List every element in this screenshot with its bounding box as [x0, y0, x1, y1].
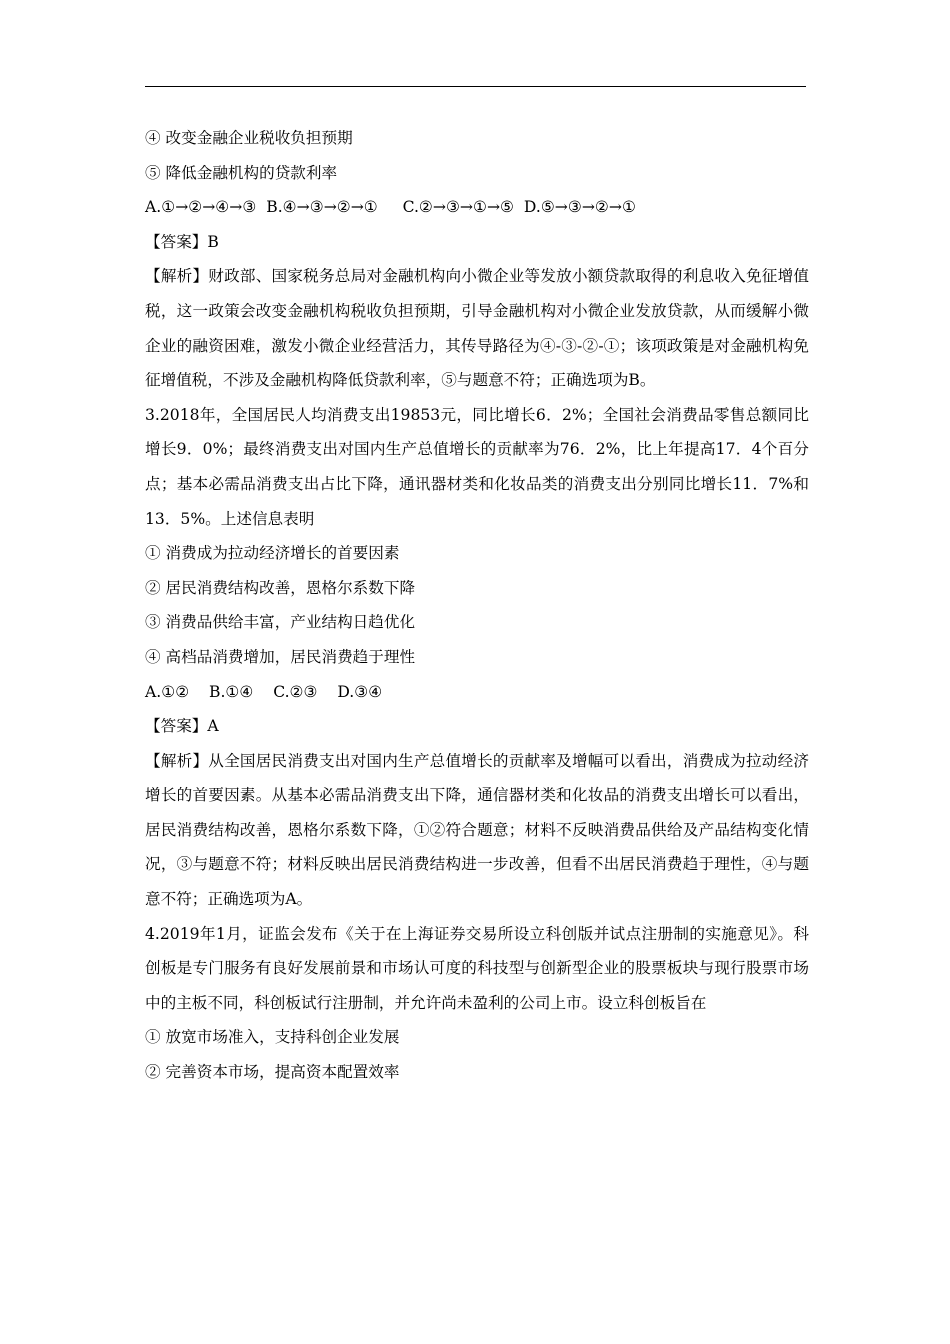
q2-analysis: 【解析】财政部、国家税务总局对金融机构向小微企业等发放小额贷款取得的利息收入免征增值税，这一政策会改变金融机构税收负担预期，引导金融机构对小微企业发放贷款，从而缓解小微企业的融资困难，激发小微企业经营活力，其传导路径为④-③-②-①；该项政策是对金融机构免征增值税，不涉及金融机构降低贷款利率，⑤与题意不符；正确选项为B。 — [145, 267, 809, 390]
q3-stem: 3.2018年，全国居民人均消费支出19853元，同比增长6．2%；全国社会消费品零售总额同比增长9．0%；最终消费支出对国内生产总值增长的贡献率为76．2%，比上年提高17．4个百分点；基本必需品消费支出占比下降，通讯器材类和化妆品类的消费支出分别同比增长11．7%和13．5%。上述信息表明 — [145, 405, 809, 528]
q2-answer: 【答案】B — [145, 232, 219, 251]
q3-option-4: ④ 高档品消费增加，居民消费趋于理性 — [145, 647, 416, 666]
q3-option-3: ③ 消费品供给丰富，产业结构日趋优化 — [145, 613, 416, 632]
q3-option-2: ② 居民消费结构改善，恩格尔系数下降 — [145, 578, 416, 597]
q2-choices: A.①→②→④→③ B.④→③→②→① C.②→③→①→⑤ D.⑤→③→②→① — [145, 198, 636, 217]
header-rule — [145, 86, 806, 87]
document-body — [145, 121, 809, 1090]
q3-answer: 【答案】A — [145, 717, 219, 736]
q3-option-1: ① 消费成为拉动经济增长的首要因素 — [145, 544, 400, 563]
q4-option-1: ① 放宽市场准入，支持科创企业发展 — [145, 1028, 400, 1047]
q2-option-5: ⑤ 降低金融机构的贷款利率 — [145, 163, 338, 182]
q3-choices: A.①② B.①④ C.②③ D.③④ — [145, 682, 383, 701]
q2-option-4: ④ 改变金融企业税收负担预期 — [145, 129, 353, 147]
q4-stem: 4.2019年1月，证监会发布《关于在上海证券交易所设立科创版并试点注册制的实施意见》。科创板是专门服务有良好发展前景和市场认可度的科技型与创新型企业的股票板块与现行股票市场中的主板不同，科创板试行注册制，并允许尚未盈利的公司上市。设立科创板旨在 — [145, 924, 809, 1012]
q4-option-2: ② 完善资本市场，提高资本配置效率 — [145, 1063, 400, 1082]
q3-analysis: 【解析】从全国居民消费支出对国内生产总值增长的贡献率及增幅可以看出，消费成为拉动经济增长的首要因素。从基本必需品消费支出下降，通信器材类和化妆品的消费支出增长可以看出，居民消费结构改善，恩格尔系数下降，①②符合题意；材料不反映消费品供给及产品结构变化情况，③与题意不符；材料反映出居民消费结构进一步改善，但看不出居民消费趋于理性，④与题意不符；正确选项为A。 — [145, 751, 809, 909]
